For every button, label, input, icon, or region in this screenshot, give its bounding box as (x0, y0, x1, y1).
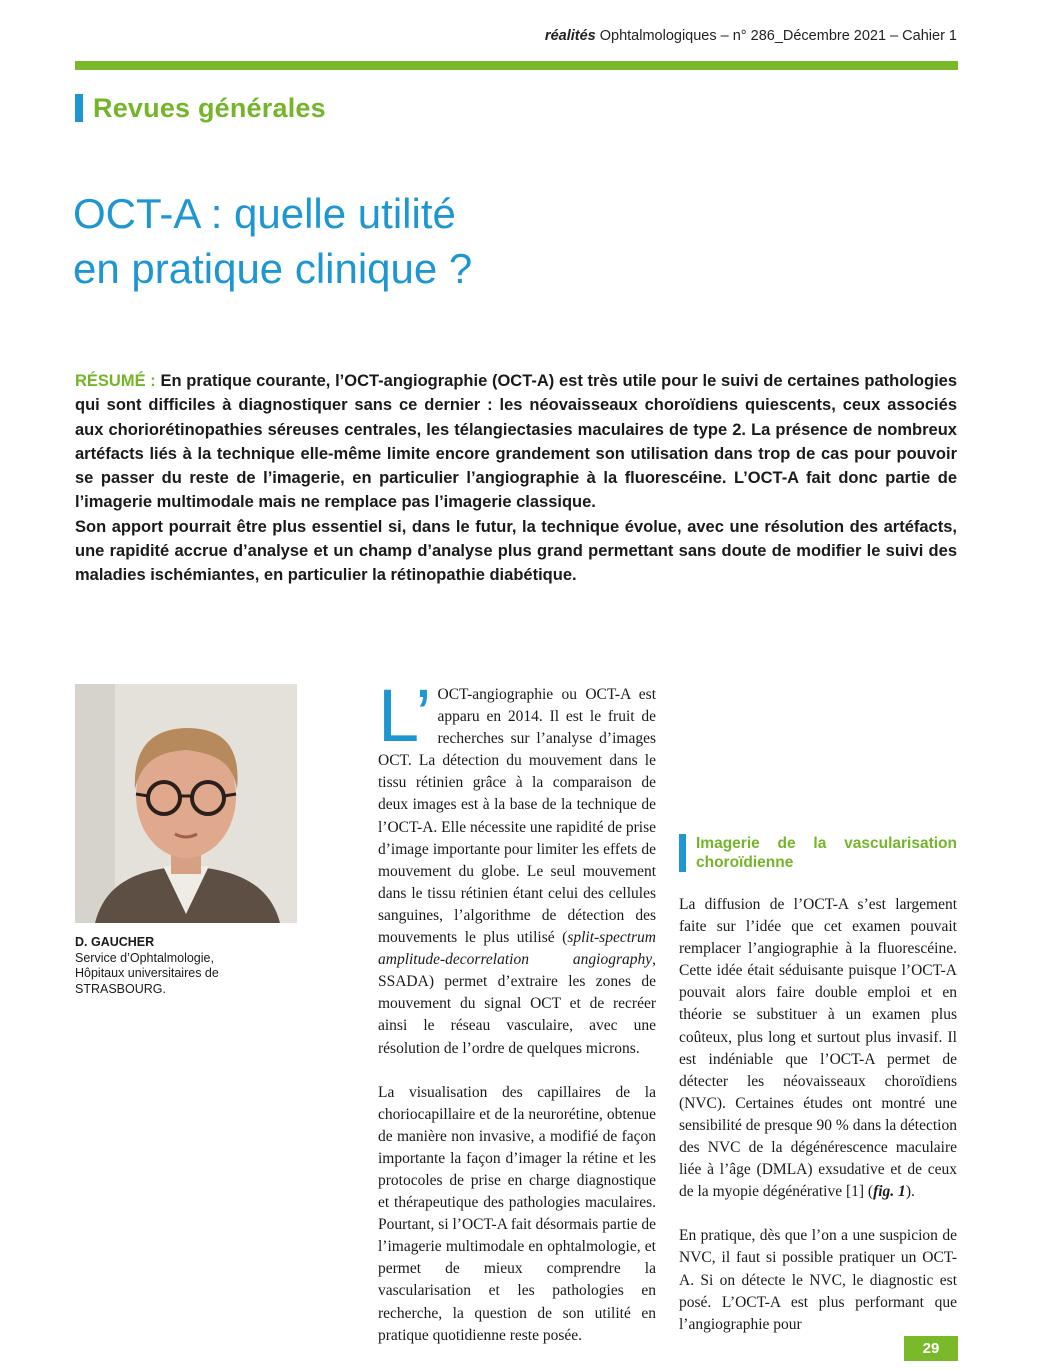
author-affiliation-line1: Service d’Ophtalmologie, (75, 950, 214, 965)
article-title-line1: OCT-A : quelle utilité (73, 190, 456, 237)
abstract-paragraph-1 (75, 369, 957, 515)
body-paragraph-3-end: ). (905, 1183, 915, 1201)
author-affiliation-line3: STRASBOURG. (75, 981, 166, 996)
journal-brand: réalités (544, 28, 596, 44)
top-rule (75, 61, 958, 70)
body-paragraph-3-italic: fig. 1 (873, 1183, 906, 1201)
author-affiliation-line2: Hôpitaux universitaires de (75, 966, 219, 980)
section-bar (75, 94, 83, 122)
subheading-text: Imagerie de la vascularisation choroïdienne (696, 835, 957, 871)
dropcap: L’ (378, 674, 432, 757)
body-paragraph-1-text: OCT-angiographie ou OCT-A est apparu en 2014. Il est le fruit de recherches sur l’analyse d’images OCT. La détection du mouvement dans le tissu rétinien grâce à la comparaison de deux images est à la base de la technique de l’OCT-A. Elle nécessite une rapidité de prise d’image importante pour limiter les effets de mouvement du globe. Le seul mouvement dans le tissu rétinien étant celui des cellules sanguines, l’algorithme de détection des mouvements le plus utilisé ( (378, 686, 656, 947)
section-tag (75, 92, 326, 124)
abstract-text-1: En pratique courante, l’OCT-angiographie (OCT-A) est très utile pour le suivi de certaines pathologies qui sont difficiles à diagnostiquer sans ce dernier : les néovaisseaux choroïdiens quiescents, ceux associés aux choriorétinopathies séreuses centrales, les télangiectasies maculaires de type 2. La présence de nombreux artéfacts liés à la technique elle-même limite encore grandement son utilisation dans trop de cas pour pouvoir se passer du reste de l’imagerie, en particulier l’angiographie à la fluorescéine. L’OCT-A fait donc partie de l’imagerie multimodale mais ne remplace pas l’imagerie classique. (75, 372, 958, 512)
journal-header (545, 28, 957, 44)
author-portrait-illustration (75, 684, 297, 923)
subheading (679, 834, 957, 872)
article-title (73, 186, 933, 296)
body-paragraph-3 (679, 894, 957, 1203)
body-paragraph-1-end: , SSADA) permet d’extraire les zones de mouvement du signal OCT et de recréer ainsi le réseau vasculaire, avec une résolution de l’ordre de quelques microns. (378, 951, 656, 1057)
body-paragraph-1 (378, 674, 656, 1060)
body-paragraph-4: En pratique, dès que l’on a une suspicion de NVC, il faut si possible pratiquer un OCT-A. Si on détecte le NVC, le diagnostic est posé. L’OCT-A est plus performant que l’angiographie pour (679, 1227, 957, 1333)
section-label: Revues générales (93, 92, 326, 123)
column-2-continuation-space (679, 684, 957, 814)
abstract-label: RÉSUMÉ : (75, 372, 156, 390)
subheading-bar (679, 834, 686, 872)
abstract (75, 369, 957, 588)
author-block (75, 935, 305, 997)
body-paragraph-2: La visualisation des capillaires de la choriocapillaire et de la neurorétine, obtenue de manière non invasive, a modifié de façon importante la façon d’imager la rétine et les protocoles de prise en charge diagnostique et thérapeutique des pathologies maculaires. Pourtant, si l’OCT-A fait désormais partie de l’imagerie multimodale en ophtalmologie, et permet de mieux comprendre la vascularisation et les pathologies en recherche, la question de son utilité en pratique quotidienne reste posée. (378, 1083, 656, 1344)
body-column-1 (378, 674, 656, 1369)
author-photo (75, 684, 297, 923)
article-title-line2: en pratique clinique ? (73, 245, 473, 292)
body-paragraph-1-italic: split-spectrum amplitude-decorrelation angiography (378, 929, 656, 969)
author-name: D. GAUCHER (75, 935, 155, 949)
body-column-2 (679, 684, 957, 1358)
page-number: 29 (904, 1336, 958, 1361)
journal-issue-info: Ophtalmologiques – n° 286_Décembre 2021 – Cahier 1 (595, 28, 957, 44)
abstract-paragraph-2: Son apport pourrait être plus essentiel si, dans le futur, la technique évolue, avec une résolution des artéfacts, une rapidité accrue d’analyse et un champ d’analyse plus grand permettant sans doute de modifier le suivi des maladies ischémiantes, en particulier la rétinopathie diabétique. (75, 517, 957, 585)
body-paragraph-3-text: La diffusion de l’OCT-A s’est largement faite sur l’idée que cet examen pouvait remplacer l’angiographie à la fluorescéine. Cette idée était séduisante puisque l’OCT-A pouvait alors faire double emploi et en théorie se substituer à un examen plus coûteux, plus long et surtout plus invasif. Il est indéniable que l’OCT-A permet de détecter les néovaisseaux choroïdiens (NVC). Certaines études ont montré une sensibilité de presque 90 % dans la détection des NVC de la dégénérescence maculaire liée à l’âge (DMLA) exsudative et de ceux de la myopie dégénérative [1] ( (679, 896, 957, 1201)
